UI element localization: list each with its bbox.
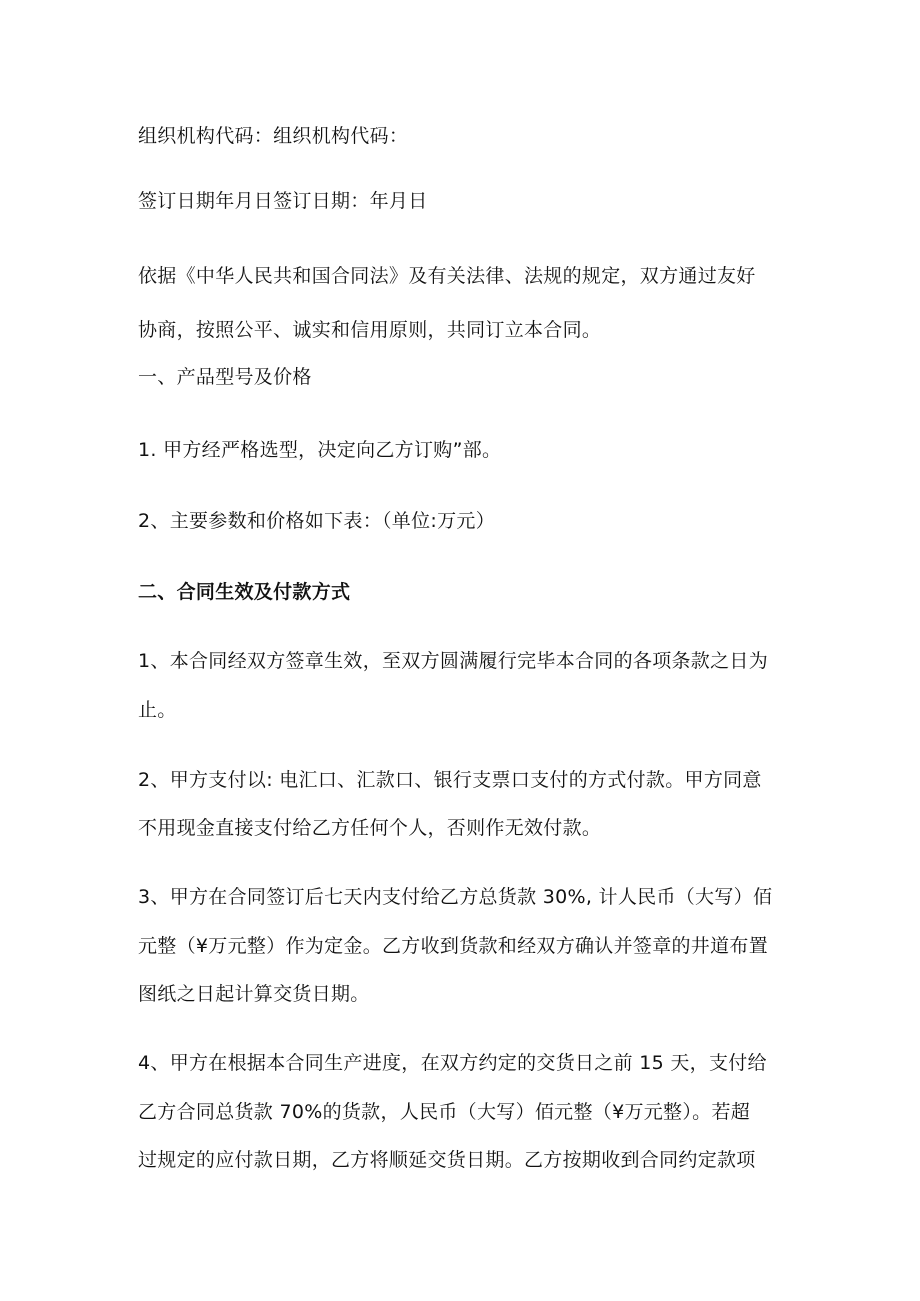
section2-item-4-line-1: 4、甲方在根据本合同生产进度，在双方约定的交货日之前 15 天，支付给 [138, 1052, 767, 1074]
section1-item-1: 1. 甲方经严格选型，决定向乙方订购”部。 [138, 439, 502, 461]
section2-item-3-line-2: 元整（¥万元整）作为定金。乙方收到货款和经双方确认并签章的井道布置 [138, 935, 768, 957]
section2-item-2-line-2: 不用现金直接支付给乙方任何个人，否则作无效付款。 [138, 817, 602, 839]
section2-item-4-line-3: 过规定的应付款日期，乙方将顺延交货日期。乙方按期收到合同约定款项 [138, 1149, 756, 1171]
section2-heading: 二、合同生效及付款方式 [138, 581, 351, 603]
section1-heading: 一、产品型号及价格 [138, 366, 312, 388]
section1-item-2: 2、主要参数和价格如下表：（单位:万元） [138, 510, 495, 532]
section2-item-1-line-2: 止。 [138, 699, 177, 721]
org-code-line: 组织机构代码：组织机构代码： [138, 125, 409, 147]
section2-item-3-line-3: 图纸之日起计算交货日期。 [138, 983, 370, 1005]
preamble-line-2: 协商，按照公平、诚实和信用原则，共同订立本合同。 [138, 319, 602, 341]
section2-item-2-line-1: 2、甲方支付以: 电汇口、汇款口、银行支票口支付的方式付款。甲方同意 [138, 769, 762, 791]
sign-date-line: 签订日期年月日签订日期：年月日 [138, 190, 428, 212]
section2-item-1-line-1: 1、本合同经双方签章生效，至双方圆满履行完毕本合同的各项条款之日为 [138, 650, 768, 672]
section2-item-4-line-2: 乙方合同总货款 70%的货款，人民币（大写）佰元整（¥万元整）。若超 [138, 1101, 751, 1123]
preamble-line-1: 依据《中华人民共和国合同法》及有关法律、法规的规定，双方通过友好 [138, 265, 756, 287]
section2-item-3-line-1: 3、甲方在合同签订后七天内支付给乙方总货款 30%, 计人民币（大写）佰 [138, 886, 773, 908]
